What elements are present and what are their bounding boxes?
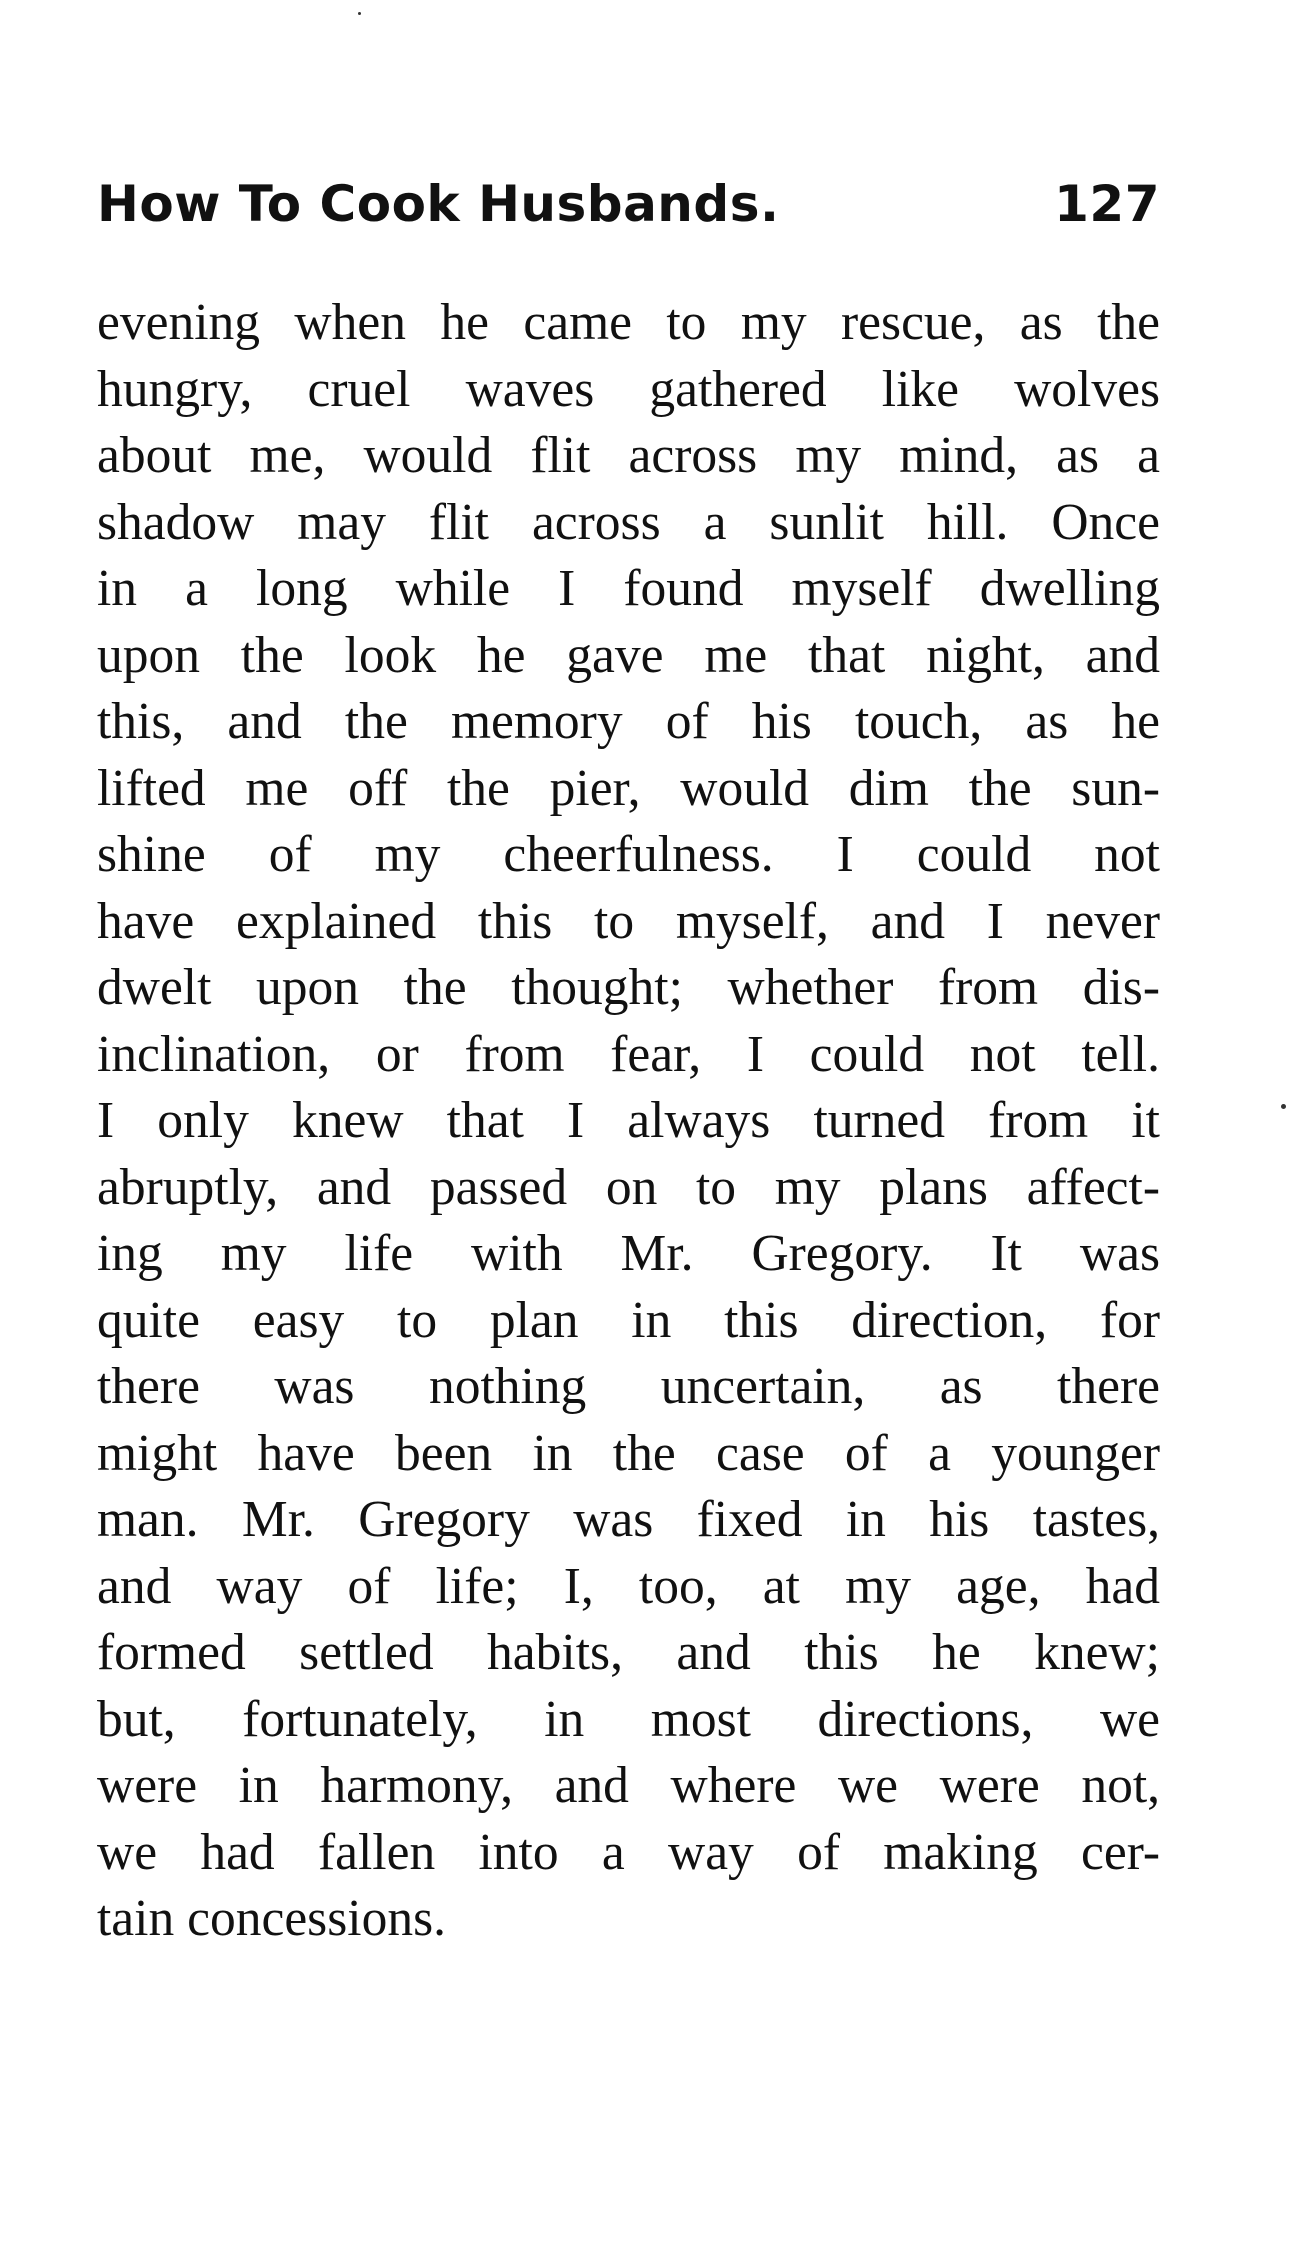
text-line: there was nothing uncertain, as there: [97, 1358, 1160, 1415]
text-line: and way of life; I, too, at my age, had: [97, 1557, 1160, 1615]
text-line: in a long while I found myself dwelling: [97, 560, 1160, 617]
text-line: ing my life with Mr. Gregory. It was: [97, 1225, 1160, 1282]
scan-speck: [358, 12, 361, 15]
text-line: shadow may flit across a sunlit hill. Once: [97, 493, 1160, 551]
text-line: this, and the memory of his touch, as he: [97, 693, 1160, 750]
text-line: inclination, or from fear, I could not tell.: [97, 1025, 1160, 1083]
page-number: 127: [1054, 175, 1160, 233]
text-line: dwelt upon the thought; whether from dis-: [97, 959, 1160, 1016]
text-line: upon the look he gave me that night, and: [97, 626, 1160, 684]
text-line: lifted me off the pier, would dim the sun-: [97, 759, 1160, 817]
running-title: How To Cook Husbands.: [97, 175, 780, 233]
text-line: but, fortunately, in most directions, we: [97, 1690, 1160, 1748]
text-line: we had fallen into a way of making cer-: [97, 1823, 1160, 1881]
text-line: man. Mr. Gregory was fixed in his tastes,: [97, 1491, 1160, 1548]
text-line: quite easy to plan in this direction, for: [97, 1291, 1160, 1349]
text-line: were in harmony, and where we were not,: [97, 1757, 1160, 1814]
text-line: hungry, cruel waves gathered like wolves: [97, 360, 1160, 418]
text-line: might have been in the case of a younger: [97, 1424, 1160, 1482]
text-line: abruptly, and passed on to my plans affect-: [97, 1158, 1160, 1216]
text-line: tain concessions.: [97, 1890, 446, 1947]
text-line: shine of my cheerfulness. I could not: [97, 826, 1160, 883]
body-text: [97, 290, 1160, 1953]
scan-speck: [1281, 1104, 1286, 1109]
text-line: I only knew that I always turned from it: [97, 1092, 1160, 1149]
running-head: [97, 175, 1160, 245]
text-line: formed settled habits, and this he knew;: [97, 1624, 1160, 1681]
text-line: have explained this to myself, and I never: [97, 892, 1160, 950]
text-line: about me, would flit across my mind, as a: [97, 427, 1160, 484]
text-line: evening when he came to my rescue, as the: [97, 294, 1160, 351]
